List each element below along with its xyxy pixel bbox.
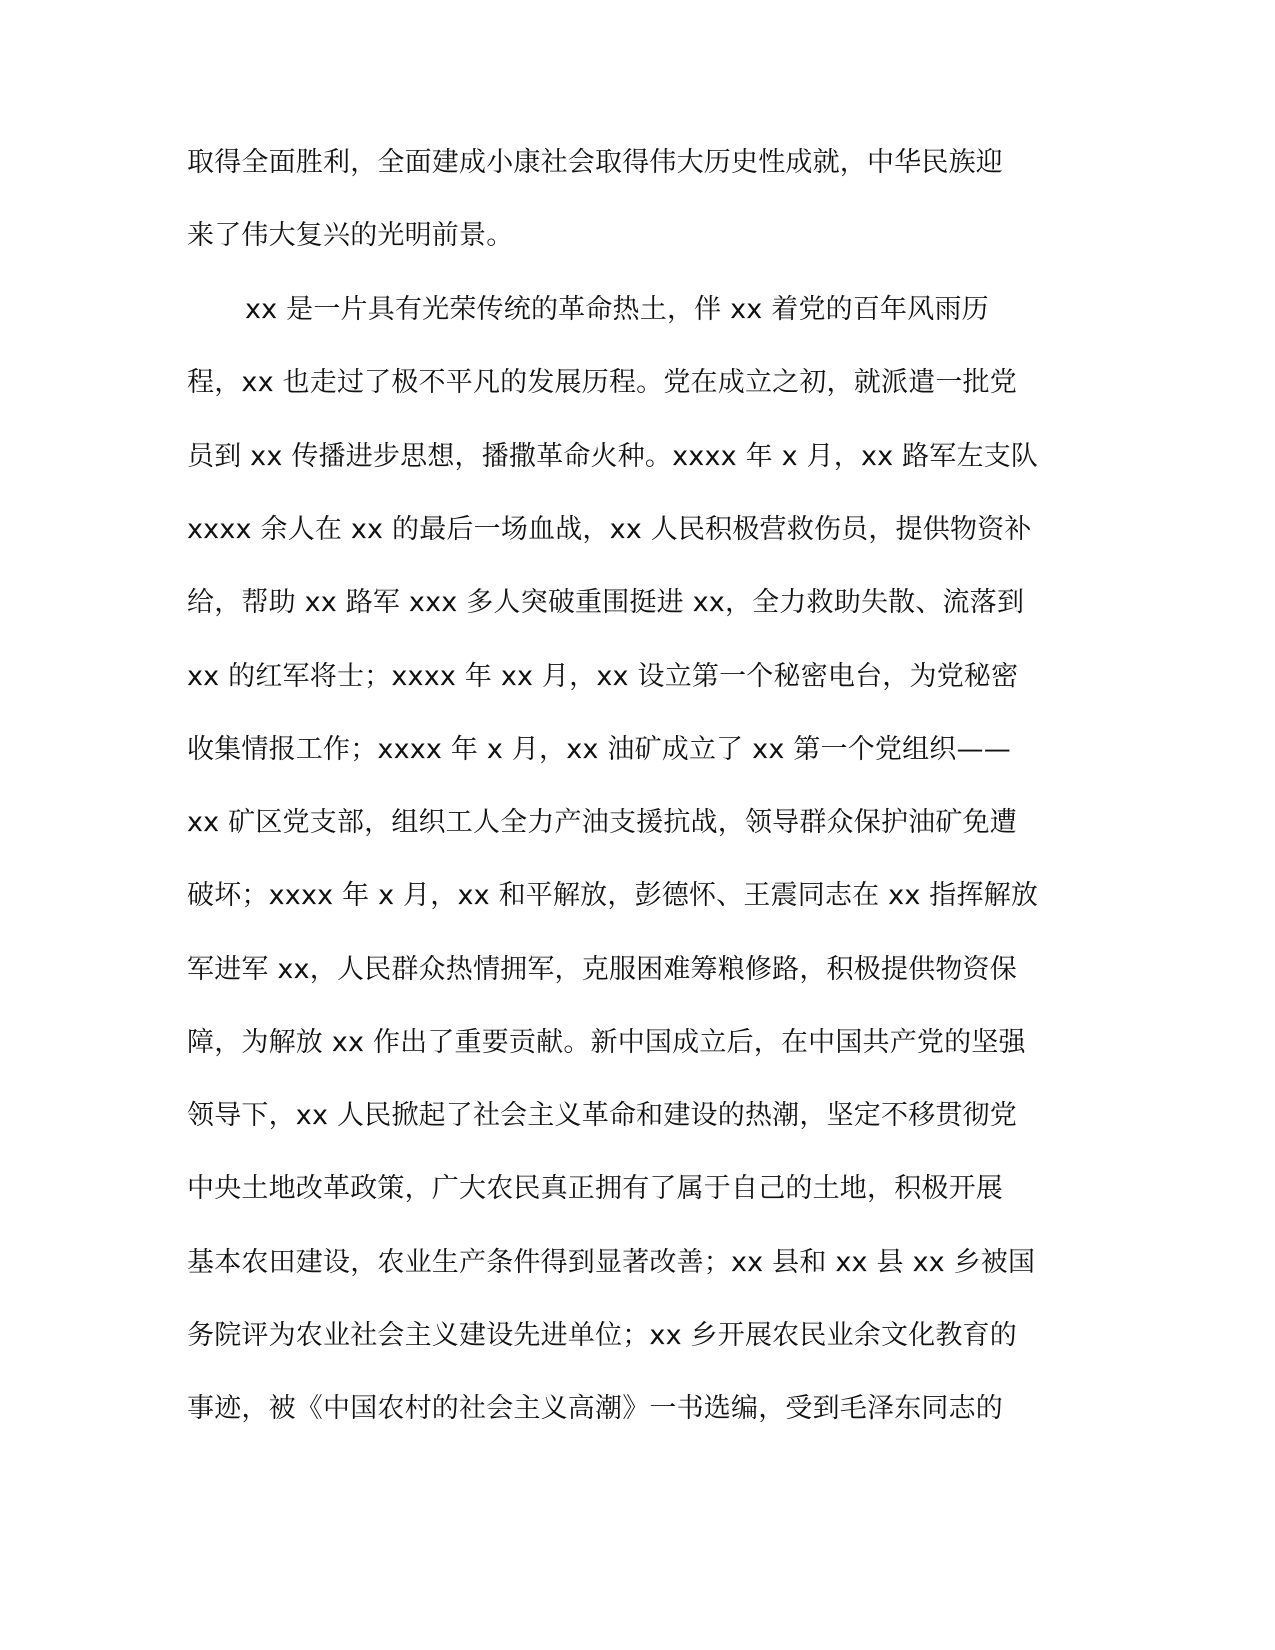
text-line: 障，为解放 xx 作出了重要贡献。新中国成立后，在中国共产党的坚强 — [187, 1027, 1026, 1058]
text-line: 给，帮助 xx 路军 xxx 多人突破重围挺进 xx，全力救助失散、流落到 — [187, 587, 1025, 618]
text-line: xx 矿区党支部，组织工人全力产油支援抗战，领导群众保护油矿免遭 — [187, 807, 1017, 838]
text-line: 务院评为农业社会主义建设先进单位；xx 乡开展农民业余文化教育的 — [187, 1320, 1017, 1351]
text-line: 员到 xx 传播进步思想，播撒革命火种。xxxx 年 x 月，xx 路军左支队 — [187, 441, 1039, 472]
text-line: 中央土地改革政策，广大农民真正拥有了属于自己的土地，积极开展 — [187, 1173, 1003, 1204]
text-line: 事迹，被《中国农村的社会主义高潮》一书选编，受到毛泽东同志的 — [187, 1393, 1003, 1424]
text-line: xxxx 余人在 xx 的最后一场血战，xx 人民积极营救伤员，提供物资补 — [187, 514, 1032, 545]
text-line: 基本农田建设，农业生产条件得到显著改善；xx 县和 xx 县 xx 乡被国 — [187, 1247, 1036, 1278]
text-line: 来了伟大复兴的光明前景。 — [187, 220, 514, 251]
text-line: 军进军 xx，人民群众热情拥军，克服困难筹粮修路，积极提供物资保 — [187, 954, 1017, 985]
text-line: xx 是一片具有光荣传统的革命热土，伴 xx 着党的百年风雨历 — [245, 294, 989, 325]
text-line: 领导下，xx 人民掀起了社会主义革命和建设的热潮，坚定不移贯彻党 — [187, 1100, 1017, 1131]
text-line: xx 的红军将士；xxxx 年 xx 月，xx 设立第一个秘密电台，为党秘密 — [187, 661, 1019, 692]
text-line: 程，xx 也走过了极不平凡的发展历程。党在成立之初，就派遣一批党 — [187, 367, 1017, 398]
text-line: 收集情报工作；xxxx 年 x 月，xx 油矿成立了 xx 第一个党组织—— — [187, 734, 1011, 765]
text-line: 取得全面胜利，全面建成小康社会取得伟大历史性成就，中华民族迎 — [187, 147, 1003, 178]
text-line: 破坏；xxxx 年 x 月，xx 和平解放，彭德怀、王震同志在 xx 指挥解放 — [187, 880, 1039, 911]
